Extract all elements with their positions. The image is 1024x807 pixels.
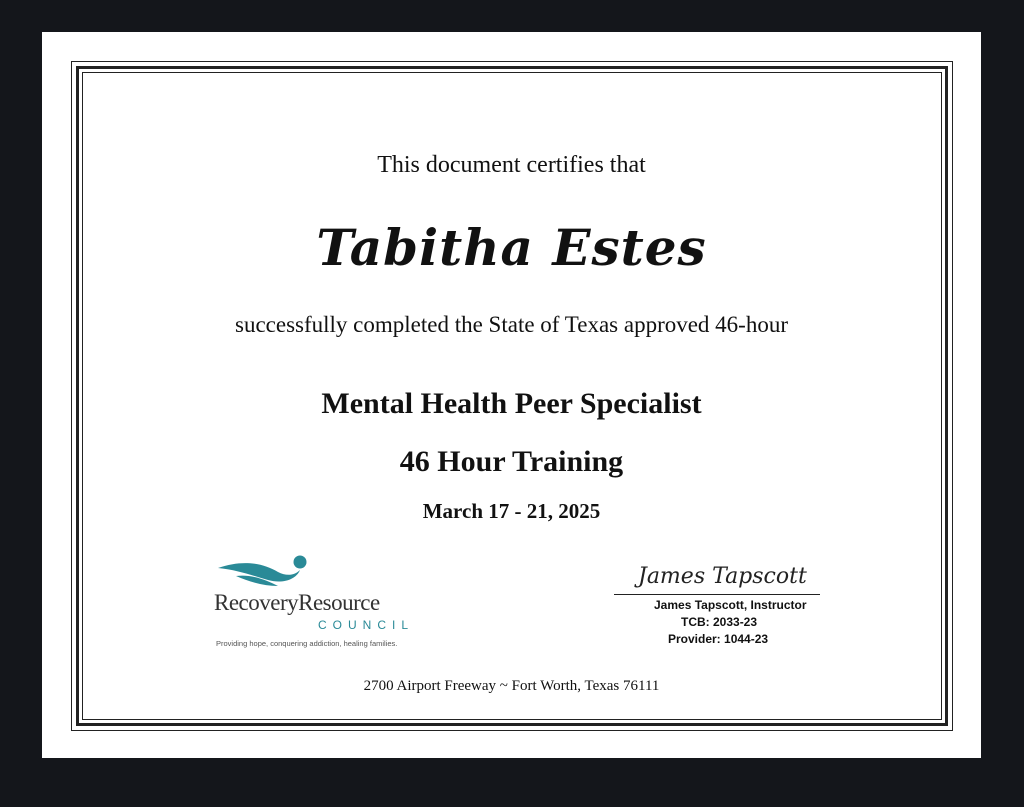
signature-block	[610, 564, 822, 654]
completion-text: successfully completed the State of Texas approved 46-hour	[235, 312, 788, 337]
training-dates: March 17 - 21, 2025	[422, 499, 601, 523]
signature-line	[614, 594, 820, 595]
logo-tagline: Providing hope, conquering addiction, healing families.	[216, 639, 398, 648]
certificate-page	[42, 32, 981, 758]
signer-provider: Provider: 1044-23	[668, 632, 769, 646]
organization-address: 2700 Airport Freeway ~ Fort Worth, Texas 76111	[363, 678, 660, 694]
certifies-text: This document certifies that	[377, 152, 646, 178]
recipient-name: Tabitha Estes	[316, 218, 707, 277]
course-hours: 46 Hour Training	[399, 445, 624, 478]
signer-tcb: TCB: 2033-23	[681, 615, 758, 629]
signer-name: James Tapscott, Instructor	[654, 598, 807, 612]
organization-logo	[214, 554, 424, 654]
handwritten-signature: James Tapscott	[638, 564, 807, 589]
course-title: Mental Health Peer Specialist	[321, 387, 702, 420]
logo-subtitle: COUNCIL	[318, 618, 415, 632]
logo-wordmark: RecoveryResource	[214, 590, 380, 615]
swimmer-wave-logo-icon	[216, 554, 316, 594]
